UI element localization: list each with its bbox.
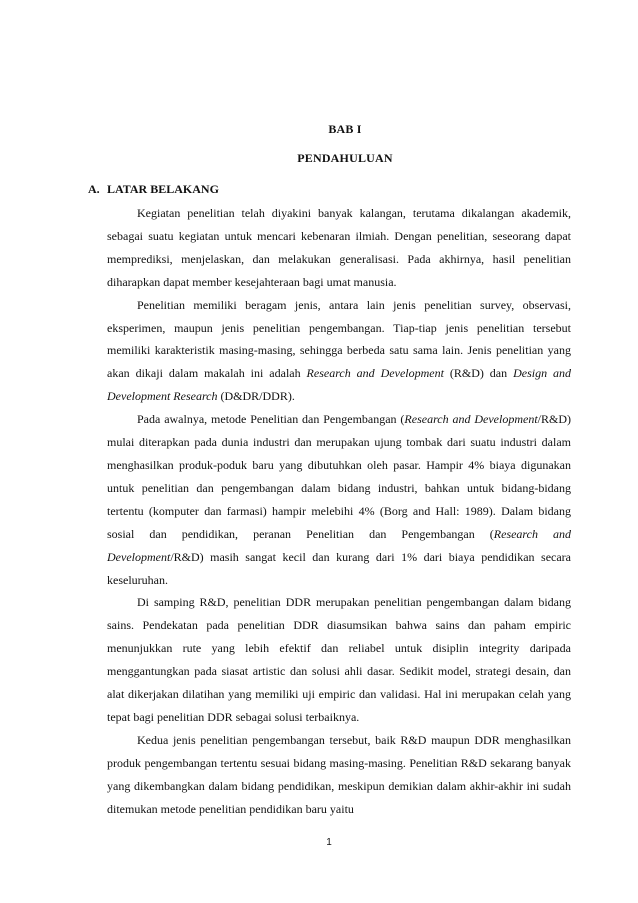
paragraph-3-text-a: Pada awalnya, metode Penelitian dan Pengembangan ( — [137, 412, 405, 427]
paragraph-1: Kegiatan penelitian telah diyakini banyak kalangan, terutama dikalangan akademik, sebagai suatu kegiatan untuk mencari kebenaran ilmiah. Dengan penelitian, seseorang dapat memprediksi, menjelaskan, dan melakukan generalisasi. Pada akhirnya, hasil penelitian diharapkan dapat member kesejahteraan bagi umat manusia. — [107, 206, 571, 289]
chapter-title: PENDAHULUAN — [297, 151, 393, 165]
paragraph-4: Di samping R&D, penelitian DDR merupakan penelitian pengembangan dalam bidang sains. Pendekatan pada penelitian DDR diasumsikan bahwa sains dan paham empiric menunjukkan rute yang lebih efektif dan reliabel untuk disiplin integrity daripada menggantungkan pada siasat artistic dan solusi ahli dasar. Sedikit model, strategi desain, dan alat dikerjakan dilatihan yang memiliki uji empiric dan validasi. Hal ini merupakan celah yang tepat bagi penelitian DDR sebagai solusi terbaiknya. — [107, 595, 571, 724]
paragraph-3-text-c: /R&D) masih sangat kecil dan kurang dari 1% dari biaya pendidikan secara keseluruhan. — [107, 549, 571, 587]
paragraph-5: Kedua jenis penelitian pengembangan tersebut, baik R&D maupun DDR menghasilkan produk pengembangan tertentu sesuai bidang masing-masing. Penelitian R&D sekarang banyak yang dikembangkan dalam bidang pendidikan, meskipun demikian dalam akhir-akhir ini sudah ditemukan metode penelitian pendidikan baru yaitu — [107, 732, 571, 816]
body-text — [107, 202, 571, 820]
paragraph-2-text-a: Penelitian memiliki beragam jenis, antara lain jenis penelitian survey, observasi, eksperimen, maupun jenis penelitian pengembangan. Tiap-tiap jenis penelitian tersebut memiliki karakteristik masing-masing, sehingga berbeda satu sama lain. Jenis penelitian yang akan dikaji dalam makalah ini adalah — [107, 297, 571, 381]
paragraph-2-italic-2: Design and Development Research — [107, 366, 572, 404]
paragraph-2-italic-1: Research and Development — [306, 366, 444, 381]
paragraph-2-text-b: (R&D) dan — [443, 366, 514, 381]
chapter-number: BAB I — [328, 122, 362, 136]
paragraph-3-italic-2: Research and Development — [107, 526, 572, 564]
section-letter: A. — [88, 182, 100, 196]
section-heading — [88, 182, 219, 197]
paragraph-2-text-c: (D&DR/DDR). — [217, 389, 295, 404]
paragraph-3-italic-1: Research and Development — [404, 412, 538, 427]
paragraph-2 — [107, 294, 571, 409]
paragraph-3-text-b: /R&D) mulai diterapkan pada dunia industri dan merupakan ujung tombak dari suatu industri dalam menghasilkan produk-poduk baru yang dibutuhkan oleh pasar. Hampir 4% biaya digunakan untuk penelitian dan pengembangan dalam bidang industri, bahkan untuk bidang-bidang tertentu (komputer dan farmasi) hampir melebihi 4% (Borg and Hall: 1989). Dalam bidang sosial dan pendidikan, peranan Penelitian dan Pengembangan ( — [107, 412, 571, 541]
page-number: 1 — [326, 837, 332, 848]
paragraph-3 — [107, 408, 571, 591]
section-title: LATAR BELAKANG — [107, 182, 219, 196]
